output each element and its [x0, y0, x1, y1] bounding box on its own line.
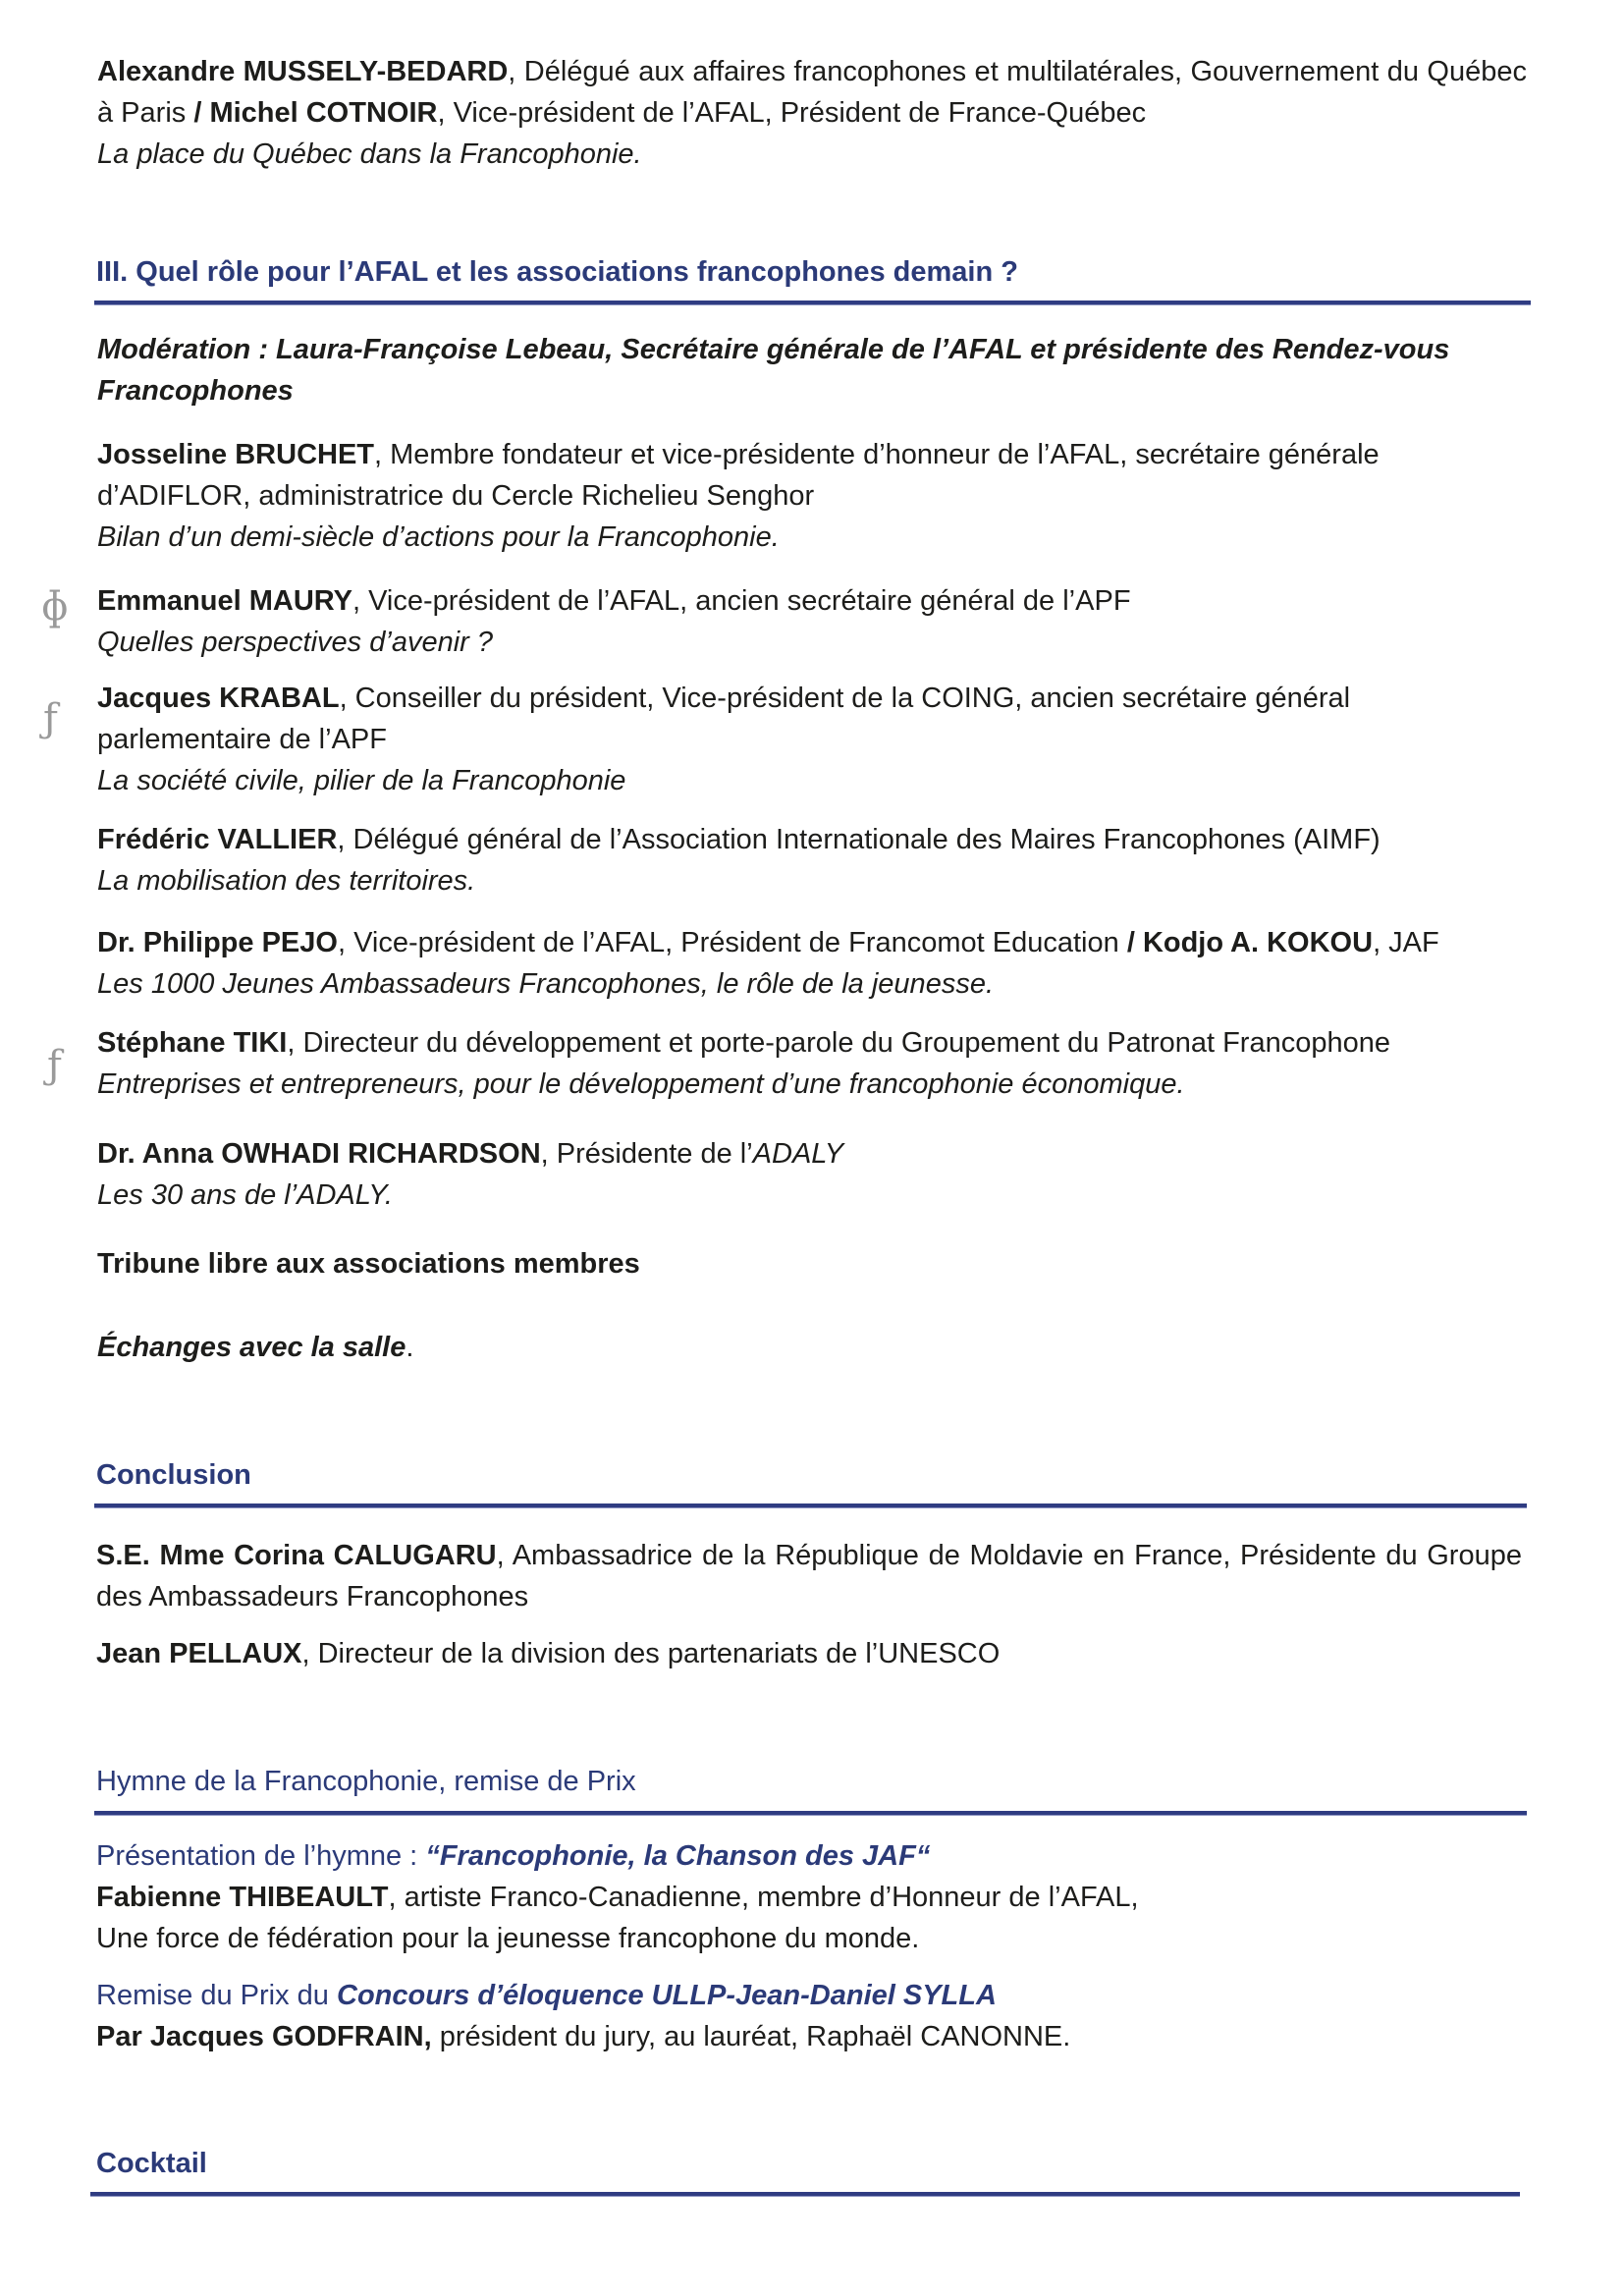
exchanges-end: .: [406, 1332, 414, 1363]
artist-name: Fabienne THIBEAULT: [96, 1882, 389, 1913]
speaker-name: S.E. Mme Corina CALUGARU: [96, 1540, 497, 1571]
separator: /: [1118, 927, 1143, 958]
separator: /: [186, 97, 210, 129]
speaker-entry: [97, 434, 1511, 558]
speaker-topic: La société civile, pilier de la Francophonie: [97, 765, 626, 796]
speaker-role: , Délégué général de l’Association Internationale des Maires Francophones (AIMF): [337, 824, 1380, 855]
speaker-role: , Vice-président de l’AFAL, Président de France-Québec: [437, 97, 1147, 129]
speaker-entry: [96, 1633, 1526, 1674]
tribune-libre: [97, 1243, 1527, 1285]
speaker-topic: Les 30 ans de l’ADALY.: [97, 1179, 393, 1211]
speaker-name: Josseline BRUCHET: [97, 439, 375, 470]
speaker-entry: [96, 1535, 1522, 1617]
hymne-heading-text: Hymne de la Francophonie, remise de Prix: [96, 1766, 636, 1797]
prize-by: Par Jacques GODFRAIN,: [96, 2021, 432, 2052]
speaker-name: Jean PELLAUX: [96, 1638, 302, 1669]
presentation-label: Présentation de l’hymne :: [96, 1840, 426, 1872]
speaker-role: , Vice-président de l’AFAL, ancien secrétaire général de l’APF: [352, 585, 1131, 617]
speaker-entry: [97, 819, 1527, 902]
intro-topic: La place du Québec dans la Francophonie.: [97, 138, 642, 170]
exchanges: [97, 1327, 1527, 1368]
speaker-topic: Les 1000 Jeunes Ambassadeurs Francophones, le rôle de la jeunesse.: [97, 968, 995, 1000]
heading-rule: [94, 301, 1531, 305]
exchanges-text: Échanges avec la salle: [97, 1332, 406, 1363]
speaker-name: Stéphane TIKI: [97, 1027, 288, 1059]
prize-label: Remise du Prix du: [96, 1980, 337, 2011]
speaker-role: , Directeur de la division des partenariats de l’UNESCO: [301, 1638, 1001, 1669]
speaker-role: , Délégué aux affaires francophones et multilatérales, Gouvernement du Québec à Paris: [97, 56, 1527, 129]
artist-role: , artiste Franco-Canadienne, membre d’Honneur de l’AFAL,: [388, 1882, 1139, 1913]
speaker-role: , Membre fondateur et vice-présidente d’honneur de l’AFAL, secrétaire générale d’ADIFLOR, administratrice du Cercle Richelieu Senghor: [97, 439, 1380, 512]
speaker-role: , Présidente de l’: [540, 1138, 753, 1170]
presentation-title: “Francophonie, la Chanson des JAF“: [425, 1840, 931, 1872]
heading-rule: [94, 1811, 1527, 1816]
speaker-name: Kodjo A. KOKOU: [1142, 927, 1374, 958]
speaker-name: Frédéric VALLIER: [97, 824, 338, 855]
handwritten-mark: ɸ: [41, 584, 69, 629]
prize-presentation: [96, 1975, 1526, 2057]
speaker-role: , Directeur du développement et porte-parole du Groupement du Patronat Francophone: [287, 1027, 1390, 1059]
section-heading: Cocktail: [96, 2148, 207, 2179]
heading-rule: [94, 1503, 1527, 1508]
section-heading: Conclusion: [96, 1459, 251, 1491]
tribune-text: Tribune libre aux associations membres: [97, 1248, 640, 1280]
moderation: Modération : Laura-Françoise Lebeau, Secrétaire générale de l’AFAL et présidente des Rendez-vous Francophones: [97, 334, 1450, 407]
hymne-presentation: [96, 1835, 1526, 1959]
speaker-entry: [97, 1133, 1527, 1216]
prize-rest: président du jury, au lauréat, Raphaël CANONNE.: [431, 2021, 1071, 2052]
speaker-name: Jacques KRABAL: [97, 683, 340, 714]
speaker-role-italic: ADALY: [752, 1138, 844, 1170]
speaker-topic: Quelles perspectives d’avenir ?: [97, 627, 493, 658]
speaker-entry: [97, 1022, 1527, 1105]
speaker-name: Emmanuel MAURY: [97, 585, 352, 617]
section-heading: III. Quel rôle pour l’AFAL et les associations francophones demain ?: [96, 256, 1018, 288]
handwritten-mark: ƒ: [47, 1043, 62, 1088]
section-heading: [96, 1761, 636, 1802]
speaker-role: , Ambassadrice de la République de Moldavie en France, Présidente du Groupe des Ambassadeurs Francophones: [96, 1540, 1522, 1613]
speaker-entry: [97, 580, 1527, 663]
artist-line2: Une force de fédération pour la jeunesse francophone du monde.: [96, 1923, 920, 1954]
speaker-topic: Entreprises et entrepreneurs, pour le développement d’une francophonie économique.: [97, 1068, 1185, 1100]
speaker-role: , Vice-président de l’AFAL, Président de Francomot Education: [337, 927, 1119, 958]
heading-rule: [90, 2192, 1520, 2197]
speaker-role: , Conseiller du président, Vice-président de la COING, ancien secrétaire général parlementaire de l’APF: [97, 683, 1351, 755]
speaker-topic: La mobilisation des territoires.: [97, 865, 476, 897]
handwritten-mark: ƒ: [43, 696, 58, 741]
speaker-entry: [97, 678, 1482, 801]
speaker-entry: [97, 922, 1527, 1005]
speaker-topic: Bilan d’un demi-siècle d’actions pour la Francophonie.: [97, 521, 780, 553]
prize-title: Concours d’éloquence ULLP-Jean-Daniel SYLLA: [337, 1980, 997, 2011]
speaker-name: Alexandre MUSSELY-BEDARD: [97, 56, 509, 87]
speaker-name: Michel COTNOIR: [209, 97, 438, 129]
intro-speakers: [97, 51, 1527, 134]
speaker-name: Dr. Philippe PEJO: [97, 927, 338, 958]
speaker-role: , JAF: [1373, 927, 1439, 958]
speaker-name: Dr. Anna OWHADI RICHARDSON: [97, 1138, 541, 1170]
